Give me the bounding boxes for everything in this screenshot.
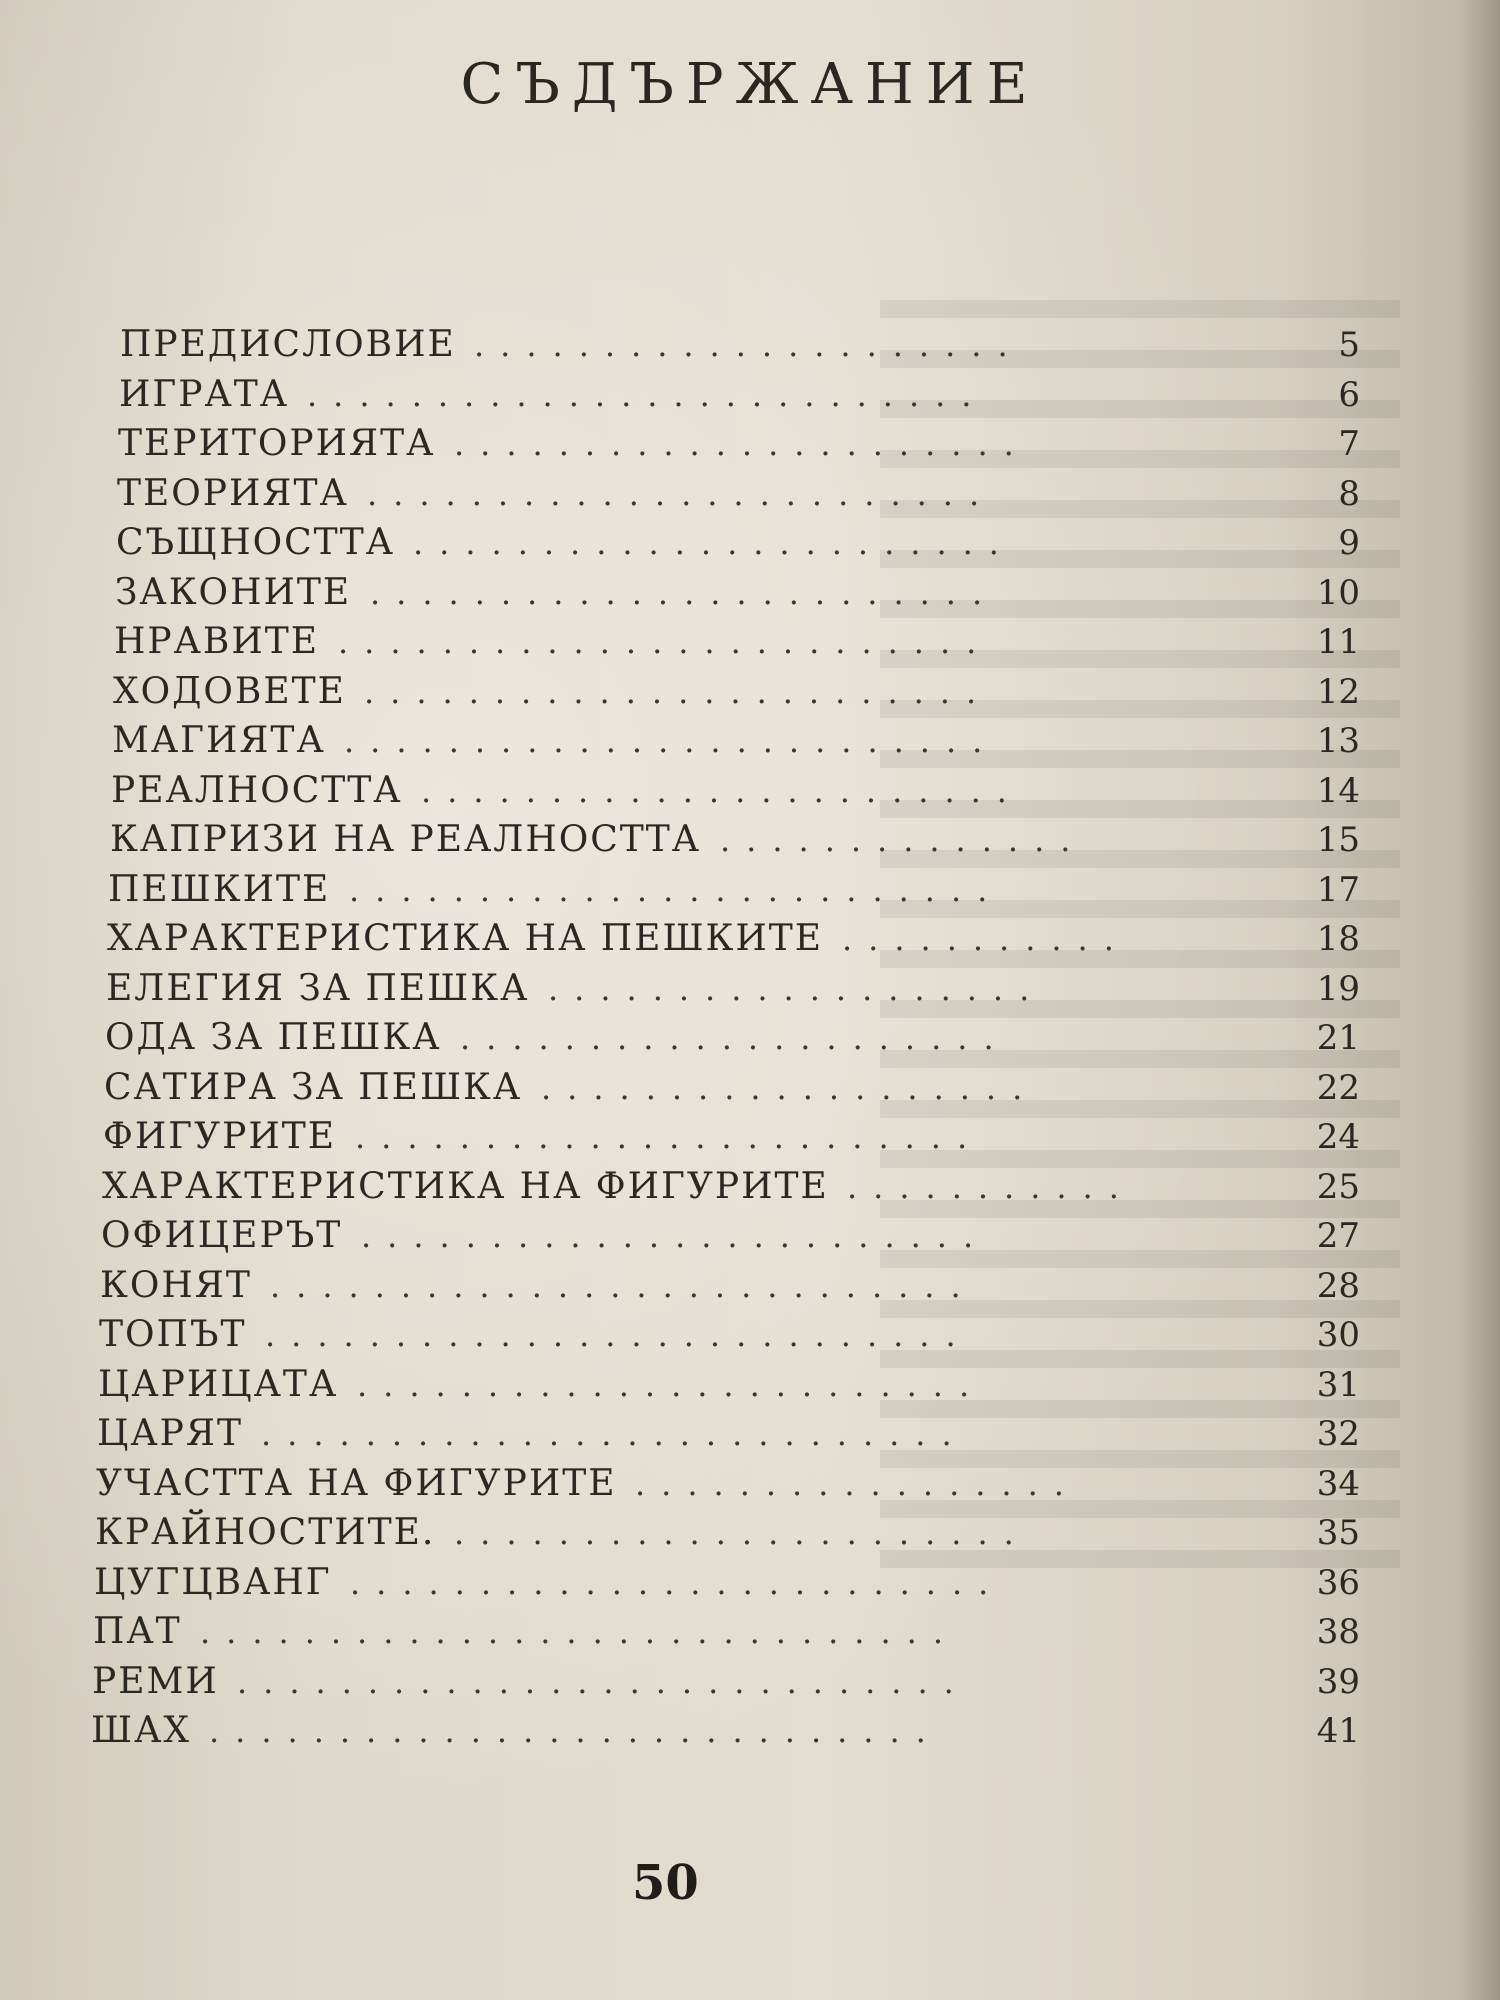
toc-entry	[105, 1013, 1360, 1063]
toc-leader-dots: .......................	[421, 772, 1023, 810]
toc-entry	[96, 1459, 1360, 1509]
toc-entry-title: ЦАРИЦАТА	[98, 1364, 339, 1405]
toc-entry	[102, 1162, 1360, 1212]
toc-entry-page: 35	[1316, 1513, 1360, 1553]
toc-leader-dots: ...................	[548, 970, 1046, 1008]
toc-entry-title: ОФИЦЕРЪТ	[101, 1215, 343, 1256]
toc-leader-dots: ........................	[355, 1118, 984, 1156]
toc-leader-dots: ........................	[367, 475, 996, 513]
toc-entry-title: ПЕШКИТЕ	[108, 869, 331, 910]
toc-entry	[120, 320, 1360, 370]
toc-leader-dots: ......................	[454, 425, 1030, 463]
toc-entry-title: ТОПЪТ	[99, 1314, 247, 1355]
toc-entry-title: САТИРА ЗА ПЕШКА	[104, 1067, 523, 1108]
toc-entry-title: ШАХ	[91, 1710, 191, 1751]
toc-entry	[107, 914, 1360, 964]
toc-entry	[103, 1112, 1360, 1162]
toc-entry-page: 18	[1316, 919, 1360, 959]
toc-leader-dots: .......................	[413, 524, 1015, 562]
toc-leader-dots: ............................	[237, 1663, 970, 1701]
toc-leader-dots: .............................	[200, 1613, 959, 1651]
toc-entry-title: ХАРАКТЕРИСТИКА НА ПЕШКИТЕ	[107, 918, 824, 959]
toc-entry	[117, 469, 1360, 519]
toc-entry-title: ЦАРЯТ	[97, 1413, 243, 1454]
toc-entry-title: ФИГУРИТЕ	[103, 1116, 337, 1157]
toc-entry-page: 34	[1316, 1464, 1360, 1504]
table-of-contents	[70, 320, 1360, 1800]
toc-entry-title: ЕЛЕГИЯ ЗА ПЕШКА	[106, 968, 530, 1009]
toc-entry-title: ЦУГЦВАНГ	[94, 1562, 332, 1603]
page-title: СЪДЪРЖАНИЕ	[460, 52, 1040, 117]
toc-leader-dots: .........................	[349, 871, 1004, 909]
toc-entry-title: ИГРАТА	[119, 374, 289, 415]
toc-entry-page: 21	[1316, 1018, 1360, 1058]
toc-leader-dots: .........................	[344, 722, 999, 760]
toc-entry-page: 13	[1316, 721, 1360, 761]
toc-entry-page: 28	[1316, 1266, 1360, 1306]
toc-leader-dots: ...........	[842, 920, 1130, 958]
toc-entry	[116, 518, 1360, 568]
toc-entry	[118, 419, 1360, 469]
toc-leader-dots: ........................	[357, 1366, 986, 1404]
toc-entry	[106, 964, 1360, 1014]
toc-entry-page: 30	[1316, 1315, 1360, 1355]
toc-entry-title: ПРЕДИСЛОВИЕ	[120, 324, 456, 365]
toc-entry-title: ПАТ	[93, 1611, 182, 1652]
toc-leader-dots: ............................	[209, 1712, 942, 1750]
toc-entry-page: 39	[1316, 1662, 1360, 1702]
toc-entry-title: МАГИЯТА	[112, 720, 326, 761]
toc-entry-title: ХОДОВЕТЕ	[113, 671, 346, 712]
toc-entry	[97, 1409, 1360, 1459]
toc-entry	[98, 1360, 1360, 1410]
toc-entry-title: РЕМИ	[92, 1661, 219, 1702]
toc-entry-title: СЪЩНОСТТА	[116, 522, 395, 563]
toc-leader-dots: .....................	[460, 1019, 1010, 1057]
toc-entry-page: 7	[1338, 424, 1360, 464]
toc-entry-title: ОДА ЗА ПЕШКА	[105, 1017, 442, 1058]
toc-entry-page: 6	[1338, 375, 1360, 415]
toc-entry-page: 14	[1316, 771, 1360, 811]
toc-entry	[119, 370, 1360, 420]
toc-leader-dots: .................	[635, 1465, 1080, 1503]
toc-entry-page: 12	[1316, 672, 1360, 712]
toc-entry-page: 19	[1316, 969, 1360, 1009]
toc-entry-title: НРАВИТЕ	[114, 621, 320, 662]
toc-entry	[92, 1657, 1360, 1707]
toc-entry-page: 31	[1316, 1365, 1360, 1405]
toc-entry-page: 17	[1316, 870, 1360, 910]
toc-leader-dots: ...........................	[261, 1415, 968, 1453]
toc-entry	[114, 617, 1360, 667]
toc-entry	[101, 1211, 1360, 1261]
toc-entry-title: ХАРАКТЕРИСТИКА НА ФИГУРИТЕ	[102, 1166, 829, 1207]
toc-leader-dots: ...................	[541, 1069, 1039, 1107]
toc-entry-title: КАПРИЗИ НА РЕАЛНОСТТА	[110, 819, 702, 860]
toc-entry	[99, 1310, 1360, 1360]
toc-leader-dots: .........................	[338, 623, 993, 661]
toc-entry	[94, 1558, 1360, 1608]
toc-entry	[95, 1508, 1360, 1558]
toc-entry	[110, 815, 1360, 865]
toc-entry-page: 10	[1316, 573, 1360, 613]
toc-entry	[112, 716, 1360, 766]
toc-leader-dots: .....................	[474, 326, 1024, 364]
toc-entry-title: ТЕОРИЯТА	[117, 473, 349, 514]
toc-leader-dots: ...........................	[265, 1316, 972, 1354]
toc-leader-dots: ........................	[361, 1217, 990, 1255]
toc-entry-page: 22	[1316, 1068, 1360, 1108]
toc-entry-title: КОНЯТ	[100, 1265, 252, 1306]
toc-entry-title: УЧАСТТА НА ФИГУРИТЕ	[96, 1463, 617, 1504]
toc-entry-page: 41	[1316, 1711, 1360, 1751]
toc-entry	[115, 568, 1360, 618]
toc-leader-dots: ..........................	[307, 376, 988, 414]
page-number: 50	[632, 1855, 699, 1911]
toc-entry-page: 9	[1338, 523, 1360, 563]
toc-entry	[113, 667, 1360, 717]
toc-entry	[111, 766, 1360, 816]
toc-entry	[108, 865, 1360, 915]
toc-entry	[104, 1063, 1360, 1113]
toc-entry-page: 11	[1316, 622, 1360, 662]
toc-entry-title: ТЕРИТОРИЯТА	[118, 423, 436, 464]
toc-entry	[91, 1706, 1360, 1756]
toc-entry	[100, 1261, 1360, 1311]
toc-leader-dots: ........................	[364, 673, 993, 711]
toc-entry-page: 36	[1316, 1563, 1360, 1603]
toc-entry-page: 5	[1338, 325, 1360, 365]
toc-leader-dots: ........................	[370, 574, 999, 612]
toc-entry-page: 24	[1316, 1117, 1360, 1157]
toc-leader-dots: ...........................	[270, 1267, 977, 1305]
toc-entry-page: 27	[1316, 1216, 1360, 1256]
toc-entry-page: 38	[1316, 1612, 1360, 1652]
toc-leader-dots: .........................	[350, 1564, 1005, 1602]
toc-leader-dots: ...........	[847, 1168, 1135, 1206]
toc-entry-page: 25	[1316, 1167, 1360, 1207]
toc-entry-title: ЗАКОНИТЕ	[115, 572, 352, 613]
toc-entry	[93, 1607, 1360, 1657]
toc-entry-page: 15	[1316, 820, 1360, 860]
toc-entry-page: 32	[1316, 1414, 1360, 1454]
toc-leader-dots: ..............	[720, 821, 1087, 859]
toc-leader-dots: ......................	[454, 1514, 1030, 1552]
toc-entry-title: КРАЙНОСТИТЕ.	[95, 1512, 436, 1553]
toc-entry-page: 8	[1338, 474, 1360, 514]
toc-entry-title: РЕАЛНОСТТА	[111, 770, 403, 811]
